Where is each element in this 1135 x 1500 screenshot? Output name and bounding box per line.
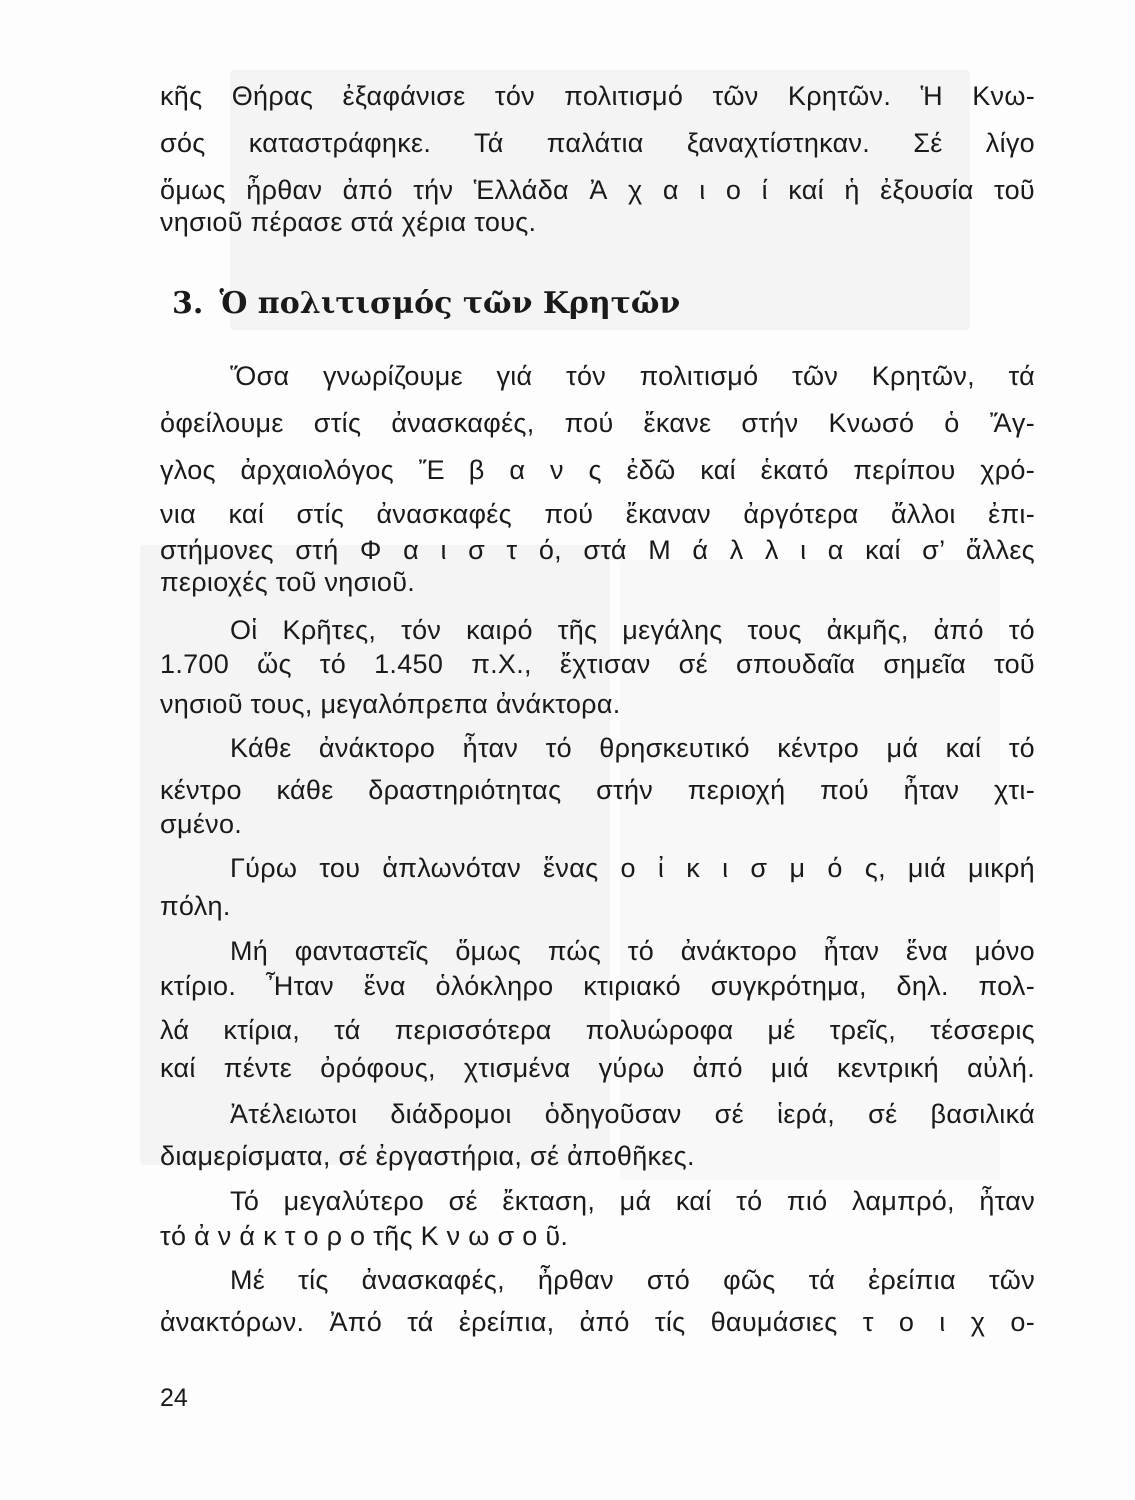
text-line: σός καταστράφηκε. Τά παλάτια ξαναχτίστηκαν. Σέ λίγο [160, 128, 1035, 158]
text-line: Κάθε ἀνάκτορο ἦταν τό θρησκευτικό κέντρο μά καί τό [230, 733, 1035, 763]
text-line: Ἀτέλειωτοι διάδρομοι ὁδηγοῦσαν σέ ἱερά, σέ βασιλικά [230, 1099, 1035, 1129]
text-line: Ὅσα γνωρίζουμε γιά τόν πολιτισμό τῶν Κρητῶν, τά [230, 361, 1035, 391]
text-line: 1.700 ὥς τό 1.450 π.Χ., ἔχτισαν σέ σπουδαῖα σημεῖα τοῦ [160, 649, 1035, 679]
text-line: στήμονες στή Φ α ι σ τ ό, στά Μ ά λ λ ι α καί σ’ ἄλλες [160, 535, 1035, 565]
text-line: νια καί στίς ἀνασκαφές πού ἔκαναν ἀργότερα ἄλλοι ἐπι- [160, 499, 1035, 529]
section-number: 3. [172, 286, 204, 321]
text-line: Μή φανταστεῖς ὅμως πώς τό ἀνάκτορο ἦταν ἕνα μόνο [230, 936, 1035, 966]
text-line: σμένο. [160, 809, 243, 839]
section-heading [172, 284, 680, 324]
text-line: νησιοῦ τους, μεγαλόπρεπα ἀνάκτορα. [160, 689, 621, 719]
section-title: Ὁ πολιτισμός τῶν Κρητῶν [219, 286, 681, 321]
text-line: Οἱ Κρῆτες, τόν καιρό τῆς μεγάλης τους ἀκμῆς, ἀπό τό [230, 615, 1035, 645]
text-line: πόλη. [160, 891, 231, 921]
text-line: κτίριο. Ἦταν ἕνα ὁλόκληρο κτιριακό συγκρότημα, δηλ. πολ- [160, 971, 1035, 1001]
page-number: 24 [160, 1384, 188, 1412]
text-line: διαμερίσματα, σέ ἐργαστήρια, σέ ἀποθῆκες. [160, 1141, 695, 1171]
text-line: περιοχές τοῦ νησιοῦ. [160, 567, 416, 597]
text-line: Γύρω του ἁπλωνόταν ἕνας ο ἰ κ ι σ μ ό ς, μιά μικρή [230, 853, 1035, 883]
text-line: τό ἀ ν ά κ τ ο ρ ο τῆς Κ ν ω σ ο ῦ. [160, 1221, 569, 1251]
text-line: κῆς Θήρας ἐξαφάνισε τόν πολιτισμό τῶν Κρητῶν. Ἡ Κνω- [160, 81, 1035, 111]
text-line: Μέ τίς ἀνασκαφές, ἦρθαν στό φῶς τά ἐρείπια τῶν [230, 1265, 1035, 1295]
text-line: Τό μεγαλύτερο σέ ἔκταση, μά καί τό πιό λαμπρό, ἦταν [230, 1186, 1035, 1216]
text-line: ὀφείλουμε στίς ἀνασκαφές, πού ἔκανε στήν Κνωσό ὁ Ἄγ- [160, 408, 1035, 438]
text-line: κέντρο κάθε δραστηριότητας στήν περιοχή πού ἦταν χτι- [160, 775, 1035, 805]
text-line: ὅμως ἦρθαν ἀπό τήν Ἑλλάδα Ἀ χ α ι ο ί καί ἡ ἐξουσία τοῦ [160, 175, 1035, 205]
text-line: καί πέντε ὀρόφους, χτισμένα γύρω ἀπό μιά κεντρική αὐλή. [160, 1053, 1035, 1083]
text-line: νησιοῦ πέρασε στά χέρια τους. [160, 207, 537, 237]
text-line: λά κτίρια, τά περισσότερα πολυώροφα μέ τρεῖς, τέσσερις [160, 1015, 1035, 1045]
text-line: ἀνακτόρων. Ἀπό τά ἐρείπια, ἀπό τίς θαυμάσιες τ ο ι χ ο- [160, 1307, 1035, 1337]
text-line: γλος ἀρχαιολόγος Ἔ β α ν ς ἐδῶ καί ἑκατό περίπου χρό- [160, 455, 1035, 485]
